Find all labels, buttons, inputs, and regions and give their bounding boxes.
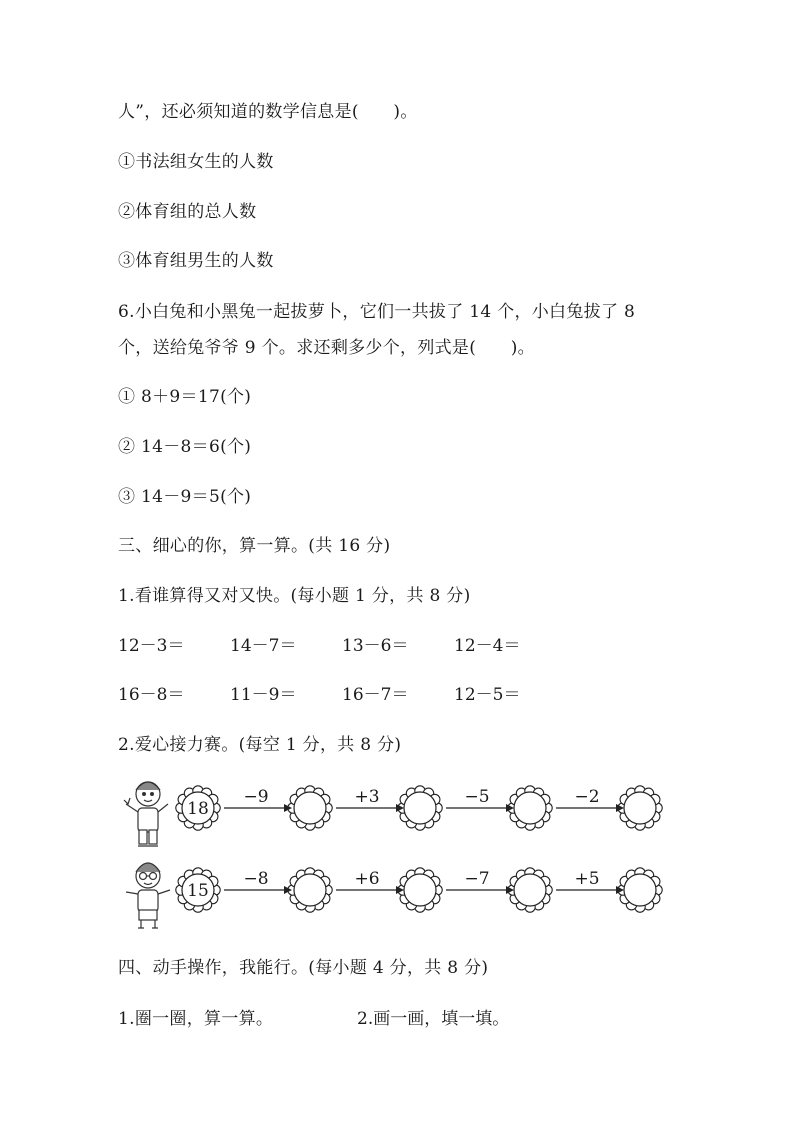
calc-2-3: 16－7＝ [342, 685, 409, 705]
flower-center [514, 792, 546, 824]
q6-line-2: 个，送给兔爷爷 9 个。求还剩多少个，列式是( )。 [118, 338, 535, 358]
operation-label-3: −5 [464, 787, 490, 807]
section-4-title: 四、动手操作，我能行。(每小题 4 分，共 8 分) [118, 958, 489, 978]
start-number: 18 [187, 799, 209, 819]
calc-1-3: 13－6＝ [342, 636, 409, 656]
flower-center [624, 792, 656, 824]
answer-flower-2[interactable] [398, 868, 442, 912]
operation-label-1: −9 [243, 787, 269, 807]
q5-option-1: ①书法组女生的人数 [118, 152, 274, 172]
answer-flower-4[interactable] [618, 786, 662, 830]
s4-q1: 1.圈一圈，算一算。 [118, 1009, 274, 1029]
section-3-title: 三、细心的你，算一算。(共 16 分) [118, 536, 391, 556]
q6-option-2: ② 14－8＝6(个) [118, 437, 252, 457]
s4-q2: 2.画一画，填一填。 [357, 1009, 510, 1029]
answer-flower-2[interactable] [398, 786, 442, 830]
answer-flower-4[interactable] [618, 868, 662, 912]
operation-label-1: −8 [243, 869, 269, 889]
flower-center [514, 874, 546, 906]
answer-flower-1[interactable] [288, 868, 332, 912]
q6-option-3: ③ 14－9＝5(个) [118, 487, 252, 507]
calc-2-2: 11－9＝ [230, 685, 297, 705]
calc-1-2: 14－7＝ [230, 636, 297, 656]
calc-2-1: 16－8＝ [118, 685, 185, 705]
operation-label-2: +3 [354, 787, 380, 807]
flower-center [294, 874, 326, 906]
relay-chain-1 [120, 770, 680, 860]
s3-q1-title: 1.看谁算得又对又快。(每小题 1 分，共 8 分) [118, 586, 471, 606]
answer-flower-1[interactable] [288, 786, 332, 830]
flower-center [404, 874, 436, 906]
operation-label-3: −7 [464, 869, 490, 889]
calc-1-4: 12－4＝ [454, 636, 521, 656]
calc-2-4: 12－5＝ [454, 685, 521, 705]
answer-flower-3[interactable] [508, 786, 552, 830]
flower-center [294, 792, 326, 824]
start-number: 15 [187, 881, 209, 901]
calc-1-1: 12－3＝ [118, 636, 185, 656]
operation-label-4: −2 [574, 787, 600, 807]
q6-line-1: 6.小白兔和小黑兔一起拔萝卜，它们一共拔了 14 个，小白兔拔了 8 [118, 302, 636, 322]
child-with-glasses-icon [126, 863, 170, 928]
q5-option-3: ③体育组男生的人数 [118, 251, 274, 271]
operation-label-4: +5 [574, 869, 600, 889]
flower-center [624, 874, 656, 906]
q5-option-2: ②体育组的总人数 [118, 202, 257, 222]
relay-chain-2 [120, 852, 680, 942]
answer-flower-3[interactable] [508, 868, 552, 912]
s3-q2-title: 2.爱心接力赛。(每空 1 分，共 8 分) [118, 735, 402, 755]
operation-label-2: +6 [354, 869, 380, 889]
q5-tail: 人”，还必须知道的数学信息是( )。 [118, 102, 418, 122]
flower-center [404, 792, 436, 824]
q6-option-1: ① 8＋9＝17(个) [118, 387, 252, 407]
child-figure-icon [124, 782, 168, 846]
